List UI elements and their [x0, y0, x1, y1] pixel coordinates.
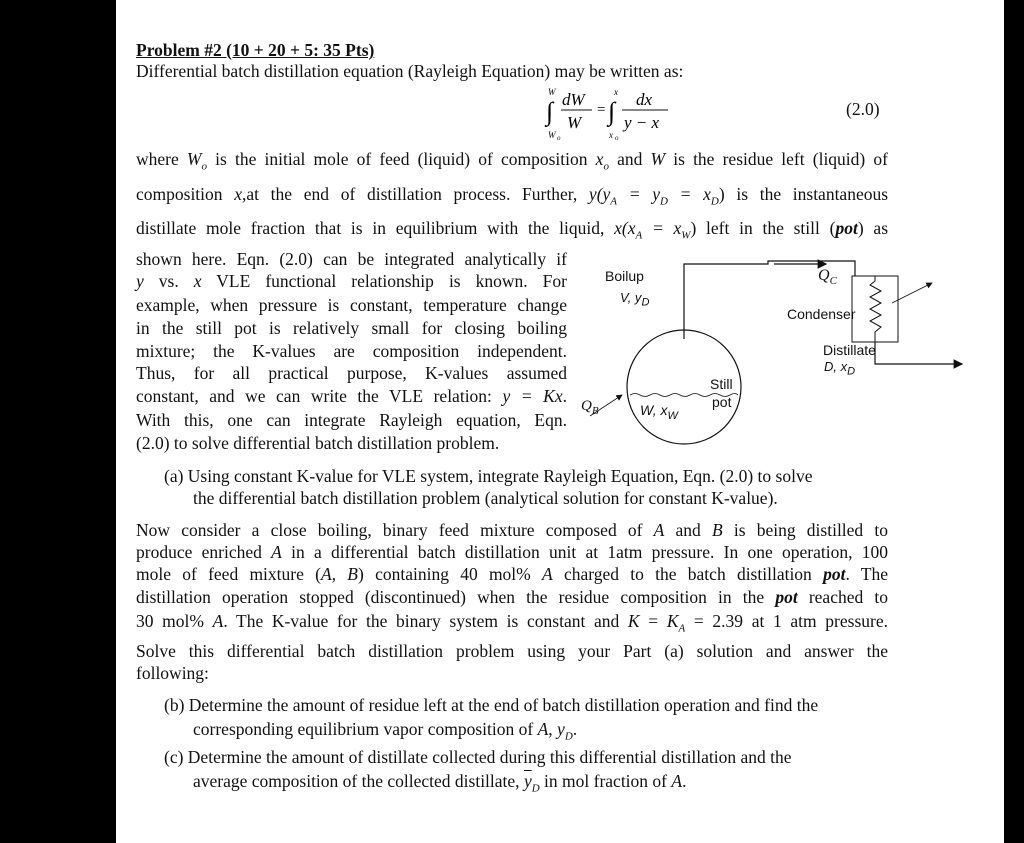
document-page	[116, 0, 1004, 843]
p2-line-7: following:	[136, 663, 209, 683]
p1-line-7: in the still pot is relatively small for closing boiling	[136, 318, 567, 338]
rhs-upper-limit: x	[614, 87, 618, 97]
p1-line-3: distillate mole fraction that is in equilibrium with the liquid, $x(x_A = x_W)$ left in the still (pot) as	[136, 218, 889, 242]
rhs-numerator: dx	[636, 90, 653, 109]
lhs-denominator: W	[567, 113, 582, 132]
p1-line-11: With this, one can integrate Rayleigh equation, Eqn.	[136, 410, 567, 430]
p1-line-4: shown here. Eqn. (2.0) can be integrated analytically if	[136, 249, 567, 269]
rhs-lower-sub: o	[615, 134, 619, 142]
lhs-upper-limit: W	[548, 87, 556, 97]
p1-line-12: (2.0) to solve differential batch distillation problem.	[136, 433, 500, 453]
p1-line-10: constant, and we can write the VLE relation: y = Kx.	[136, 386, 567, 406]
p2-line-2: produce enriched A in a differential batch distillation unit at 1atm pressure. In one operation, 100	[136, 542, 888, 562]
equals-sign: =	[597, 102, 606, 118]
p1-line-9: Thus, for all practical purpose, K-values assumed	[136, 363, 567, 383]
problem-intro: Differential batch distillation equation (Rayleigh Equation) may be written as:	[136, 61, 684, 81]
lhs-integral-sign: ∫	[546, 97, 554, 126]
part-b-line-2: corresponding equilibrium vapor composition of A, $y_D$.	[193, 719, 578, 743]
part-a-line-2: the differential batch distillation problem (analytical solution for constant K-value).	[193, 488, 778, 508]
p1-line-2: composition x,at the end of distillation process. Further, $y(y_A = y_D = x_D)$ is the instantaneous	[136, 184, 889, 208]
p2-line-5: 30 mol% A. The K-value for the binary system is constant and $K = K_A = 2.39$ at 1 atm pressure.	[136, 611, 888, 635]
lhs-lower-limit: W	[548, 130, 556, 140]
boilup-label: Boilup	[605, 268, 644, 284]
problem-title: Problem #2 (10 + 20 + 5: 35 Pts)	[136, 40, 375, 60]
p1-line-8: mixture; the K-values are composition independent.	[136, 341, 567, 361]
still-label: Still	[710, 376, 733, 392]
distillate-sub-label: D, $x_D$	[824, 359, 856, 378]
p1-line-6: example, when pressure is constant, temperature change	[136, 295, 567, 315]
equation-number: (2.0)	[846, 99, 880, 119]
rhs-lower-limit: x	[609, 130, 613, 140]
part-b-line-1: (b) Determine the amount of residue left at the end of batch distillation operation and find the	[164, 695, 819, 715]
p2-line-6: Solve this differential batch distillation problem using your Part (a) solution and answer the	[136, 641, 888, 661]
equation-svg	[548, 86, 748, 140]
condenser-coil	[870, 276, 881, 342]
qb-label: $Q_B$	[581, 398, 599, 417]
lhs-numerator: dW	[562, 90, 585, 109]
part-c-line-1: (c) Determine the amount of distillate collected during this differential distillation and the	[164, 747, 792, 767]
part-a-line-1: (a) Using constant K-value for VLE system, integrate Rayleigh Equation, Eqn. (2.0) to solve	[164, 466, 813, 486]
p2-line-3: mole of feed mixture (A, B) containing 40 mol% A charged to the batch distillation pot. The	[136, 564, 888, 584]
condenser-label: Condenser	[787, 306, 856, 322]
residue-label: W, $x_W$	[640, 402, 678, 422]
rhs-denominator: y − x	[624, 113, 660, 132]
part-c-line-2: average composition of the collected distillate, $\overline{y}_D$ in mol fraction of A.	[193, 771, 687, 795]
lhs-lower-sub: o	[557, 134, 561, 142]
rayleigh-equation	[548, 86, 748, 140]
p1-line-1: where $W_o$ is the initial mole of feed (liquid) of composition $x_o$ and W is the residue left (liquid) of	[136, 149, 888, 173]
pot-label: pot	[712, 394, 732, 410]
boilup-sub-label: V, $y_D$	[620, 290, 650, 309]
rhs-integral-sign: ∫	[608, 97, 616, 126]
distillate-label: Distillate	[823, 342, 876, 358]
p2-line-4: distillation operation stopped (discontinued) when the residue composition in the pot reached to	[136, 587, 888, 607]
qc-label: $Q_C$	[818, 267, 837, 288]
p1-line-5: y vs. x VLE functional relationship is known. For	[136, 271, 567, 291]
p2-line-1: Now consider a close boiling, binary feed mixture composed of A and B is being distilled to	[136, 520, 888, 540]
distillate-line	[875, 342, 962, 364]
